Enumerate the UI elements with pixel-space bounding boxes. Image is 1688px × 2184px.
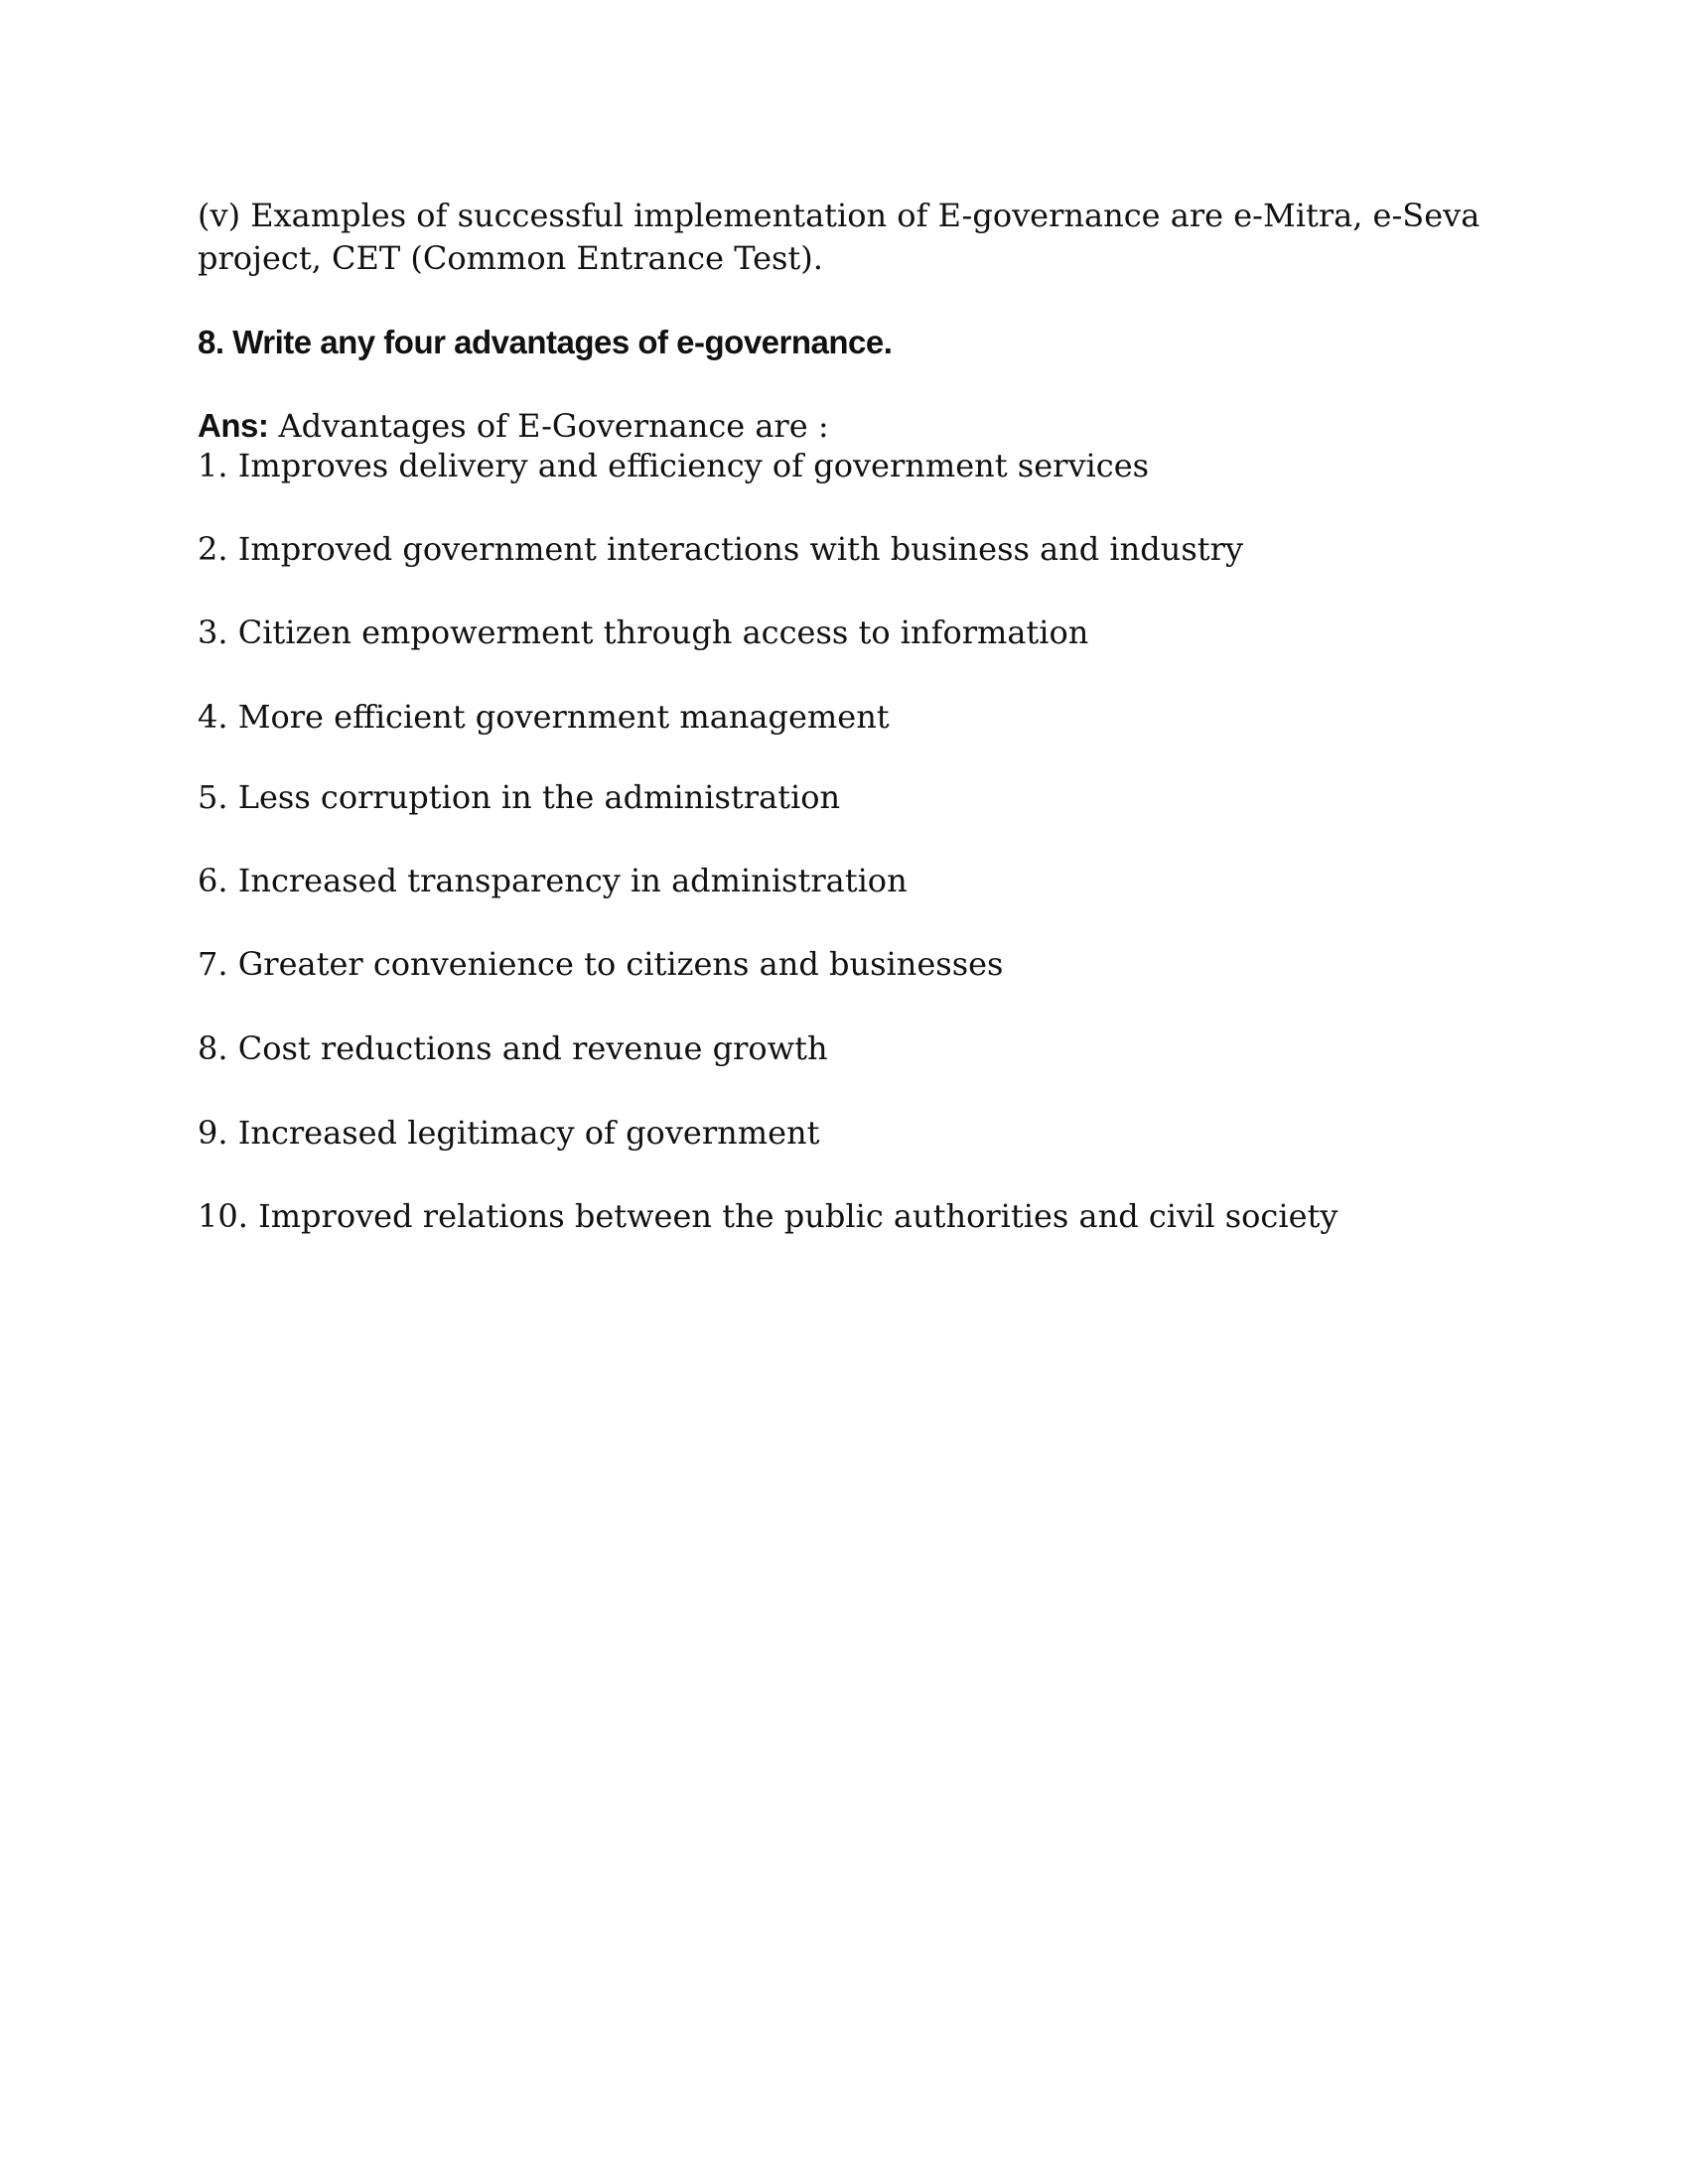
answer-line xyxy=(198,405,829,447)
answer-intro: Advantages of E-Governance are : xyxy=(268,407,829,445)
list-item: 4. More efficient government management xyxy=(198,698,890,736)
intro-paragraph: (v) Examples of successful implementation of E-governance are e-Mitra, e-Seva project, CET (Common Entrance Test). xyxy=(198,197,1480,277)
list-item: 7. Greater convenience to citizens and businesses xyxy=(198,945,1004,983)
list-item: 8. Cost reductions and revenue growth xyxy=(198,1029,828,1067)
list-item: 2. Improved government interactions with business and industry xyxy=(198,530,1244,568)
list-item: 9. Increased legitimacy of government xyxy=(198,1114,820,1152)
list-item: 1. Improves delivery and efficiency of government services xyxy=(198,447,1150,484)
answer-label: Ans: xyxy=(198,407,269,444)
question-heading: 8. Write any four advantages of e-governance. xyxy=(198,324,893,360)
list-item: 10. Improved relations between the public authorities and civil society xyxy=(198,1197,1338,1235)
list-item: 6. Increased transparency in administration xyxy=(198,862,908,899)
list-item: 5. Less corruption in the administration xyxy=(198,778,841,816)
page-content xyxy=(198,195,1508,1235)
list-item: 3. Citizen empowerment through access to information xyxy=(198,614,1089,651)
